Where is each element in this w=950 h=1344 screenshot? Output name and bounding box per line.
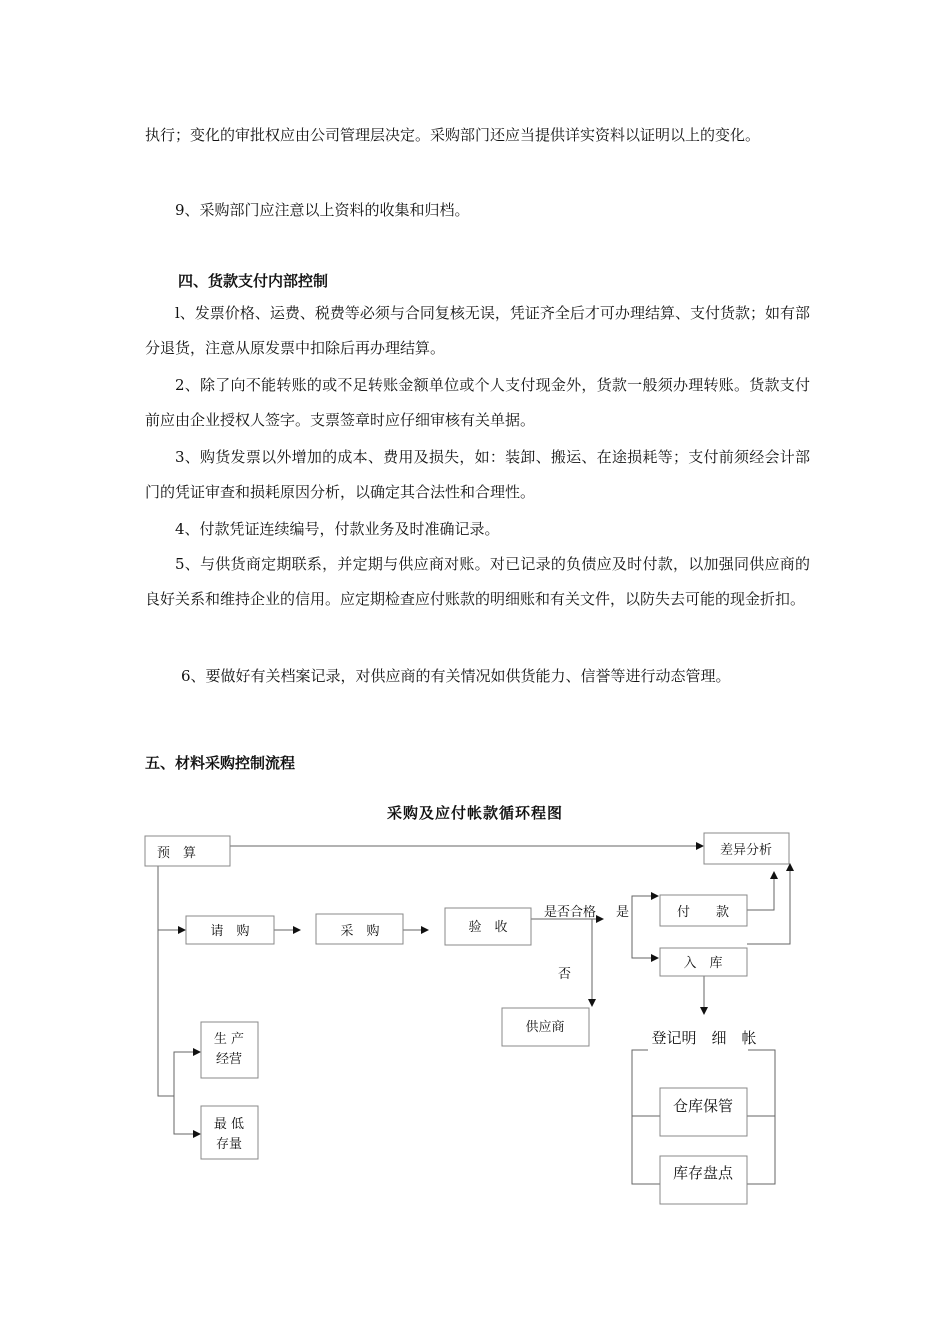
paragraph-4: 2、除了向不能转账的或不足转账金额单位或个人支付现金外，货款一般须办理转账。货款支付前应由企业授权人签字。支票签章时应仔细审核有关单据。 xyxy=(145,376,810,429)
line-budget-trunk xyxy=(158,866,174,1096)
node-pay-label: 付 款 xyxy=(676,905,730,920)
paragraph-1: 执行；变化的审批权应由公司管理层决定。采购部门还应当提供详实资料以证明以上的变化。 xyxy=(145,126,761,144)
node-min-stock-label-1: 最 低 xyxy=(213,1117,245,1132)
arrow-to-production xyxy=(174,1052,200,1132)
arrow-to-pay xyxy=(632,896,658,919)
node-ledger xyxy=(651,1029,756,1047)
section-heading-4: 四、货款支付内部控制 xyxy=(178,272,329,290)
node-production-label-2: 经营 xyxy=(215,1052,243,1067)
node-storage-label: 仓库保管 xyxy=(672,1097,734,1115)
node-budget xyxy=(145,836,230,866)
ledger-bracket-right xyxy=(747,1050,775,1184)
node-request-label: 请 购 xyxy=(210,924,250,939)
node-request xyxy=(186,916,274,944)
paragraph-5: 3、购货发票以外增加的成本、费用及损失，如：装卸、搬运、在途损耗等；支付前须经会计部门的凭证审查和损耗原因分析，以确定其合法性和合理性。 xyxy=(145,448,810,501)
node-budget-label: 预 算 xyxy=(157,846,197,861)
node-variance xyxy=(704,833,789,864)
node-variance-label: 差异分析 xyxy=(719,843,773,858)
node-supplier xyxy=(502,1008,589,1046)
node-pay xyxy=(660,895,747,926)
node-production-label-1: 生 产 xyxy=(213,1032,245,1047)
arrow-to-min-stock xyxy=(174,1096,200,1134)
ledger-bracket-left xyxy=(632,1050,660,1184)
section-heading-5: 五、材料采购控制流程 xyxy=(145,754,296,772)
node-supplier-label: 供应商 xyxy=(525,1020,565,1035)
paragraph-3: l、发票价格、运费、税费等必须与合同复核无误，凭证齐全后才可办理结算、支付货款；如有部分退货，注意从原发票中扣除后再办理结算。 xyxy=(145,304,810,357)
node-inventory xyxy=(660,1156,747,1204)
node-ledger-label: 登记明 细 帐 xyxy=(651,1029,757,1047)
node-inspect-label: 验 收 xyxy=(468,920,508,935)
paragraph-6: 4、付款凭证连续编号，付款业务及时准确记录。 xyxy=(175,520,500,538)
paragraph-7: 5、与供货商定期联系，并定期与供应商对账。对已记录的负债应及时付款，以加强同供应商的良好关系和维持企业的信用。应定期检查应付账款的明细账和有关文件，以防失去可能的现金折扣。 xyxy=(145,555,810,608)
paragraph-2: 9、采购部门应注意以上资料的收集和归档。 xyxy=(175,201,470,219)
node-purchase-label: 采 购 xyxy=(340,924,380,939)
node-warehouse-in-label: 入 库 xyxy=(683,956,723,971)
arrow-pay-variance xyxy=(747,872,774,910)
node-production xyxy=(201,1022,258,1078)
node-min-stock xyxy=(201,1106,258,1159)
node-min-stock-label-2: 存量 xyxy=(215,1137,243,1152)
arrow-to-warehouse xyxy=(632,919,658,958)
arrow-warehouse-variance xyxy=(747,864,790,944)
paragraph-8: 6、要做好有关档案记录，对供应商的有关情况如供货能力、信誉等进行动态管理。 xyxy=(181,667,731,685)
node-storage xyxy=(660,1088,747,1136)
label-qualified: 是否合格 xyxy=(544,905,597,920)
node-warehouse-in xyxy=(660,948,747,976)
node-inspect xyxy=(445,908,531,945)
node-inventory-label: 库存盘点 xyxy=(672,1164,734,1182)
node-purchase xyxy=(316,914,403,944)
label-no: 否 xyxy=(558,967,572,982)
label-yes: 是 xyxy=(616,905,630,920)
flowchart-title: 采购及应付帐款循环程图 xyxy=(386,804,563,822)
